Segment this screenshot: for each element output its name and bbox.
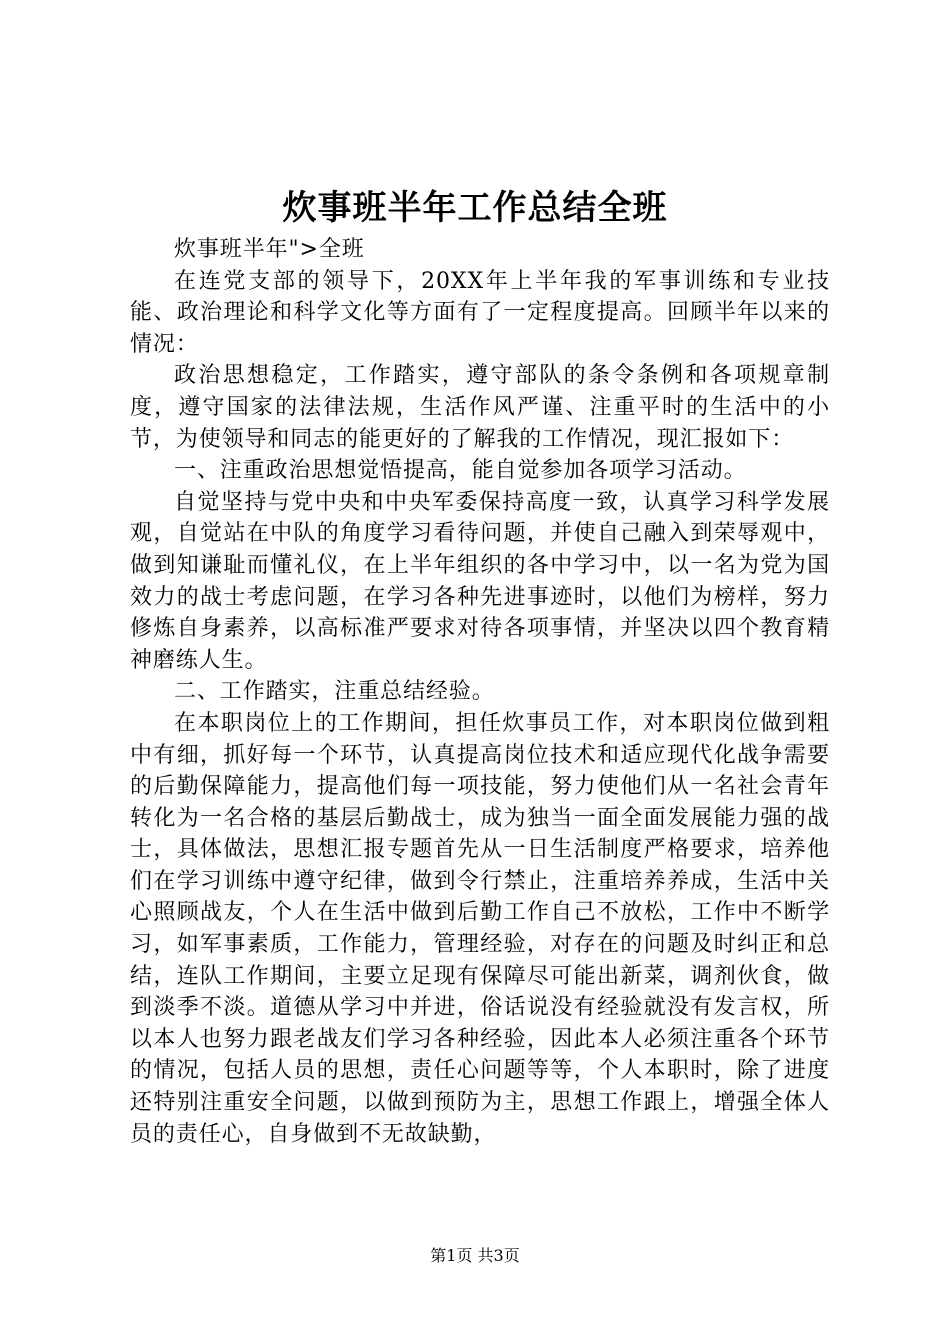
section-heading-1: 一、注重政治思想觉悟提高，能自觉参加各项学习活动。	[174, 458, 747, 484]
paragraph-subtitle: 炊事班半年">全班	[174, 237, 365, 262]
document-title: 炊事班半年工作总结全班	[282, 188, 668, 228]
paragraph-intro: 在连党支部的领导下，20XX年上半年我的军事训练和专业技能、政治理论和科学文化等方面有了一定程度提高。回顾半年以来的情况：	[130, 268, 830, 357]
section-heading-2: 二、工作踏实，注重总结经验。	[174, 679, 495, 705]
paragraph-section-1: 自觉坚持与党中央和中央军委保持高度一致，认真学习科学发展观，自觉站在中队的角度学习看待问题，并使自己融入到荣辱观中，做到知谦耻而懂礼仪，在上半年组织的各中学习中，以一名为党为国效力的战士考虑问题，在学习各种先进事迹时，以他们为榜样，努力修炼自身素养，以高标准严要求对待各项事情，并坚决以四个教育精神磨练人生。	[130, 489, 830, 673]
document-body	[130, 234, 830, 1150]
paragraph-overview: 政治思想稳定，工作踏实，遵守部队的条令条例和各项规章制度，遵守国家的法律法规，生活作风严谨、注重平时的生活中的小节，为使领导和同志的能更好的了解我的工作情况，现汇报如下：	[130, 363, 830, 452]
paragraph-section-2: 在本职岗位上的工作期间，担任炊事员工作，对本职岗位做到粗中有细，抓好每一个环节，认真提高岗位技术和适应现代化战争需要的后勤保障能力，提高他们每一项技能，努力使他们从一名社会青年转化为一名合格的基层后勤战士，成为独当一面全面发展能力强的战士，具体做法，思想汇报专题首先从一日生活制度严格要求，培养他们在学习训练中遵守纪律，做到令行禁止，注重培养养成，生活中关心照顾战友，个人在生活中做到后勤工作自己不放松，工作中不断学习，如军事素质，工作能力，管理经验，对存在的问题及时纠正和总结，连队工作期间，主要立足现有保障尽可能出新菜，调剂伙食，做到淡季不淡。道德从学习中并进，俗话说没有经验就没有发言权，所以本人也努力跟老战友们学习各种经验，因此本人必须注重各个环节的情况，包括人员的思想，责任心问题等等，个人本职时，除了进度还特别注重安全问题，以做到预防为主，思想工作跟上，增强全体人员的责任心，自身做到不无故缺勤，	[130, 710, 830, 1147]
page-footer: 第1页 共3页	[430, 1246, 520, 1265]
